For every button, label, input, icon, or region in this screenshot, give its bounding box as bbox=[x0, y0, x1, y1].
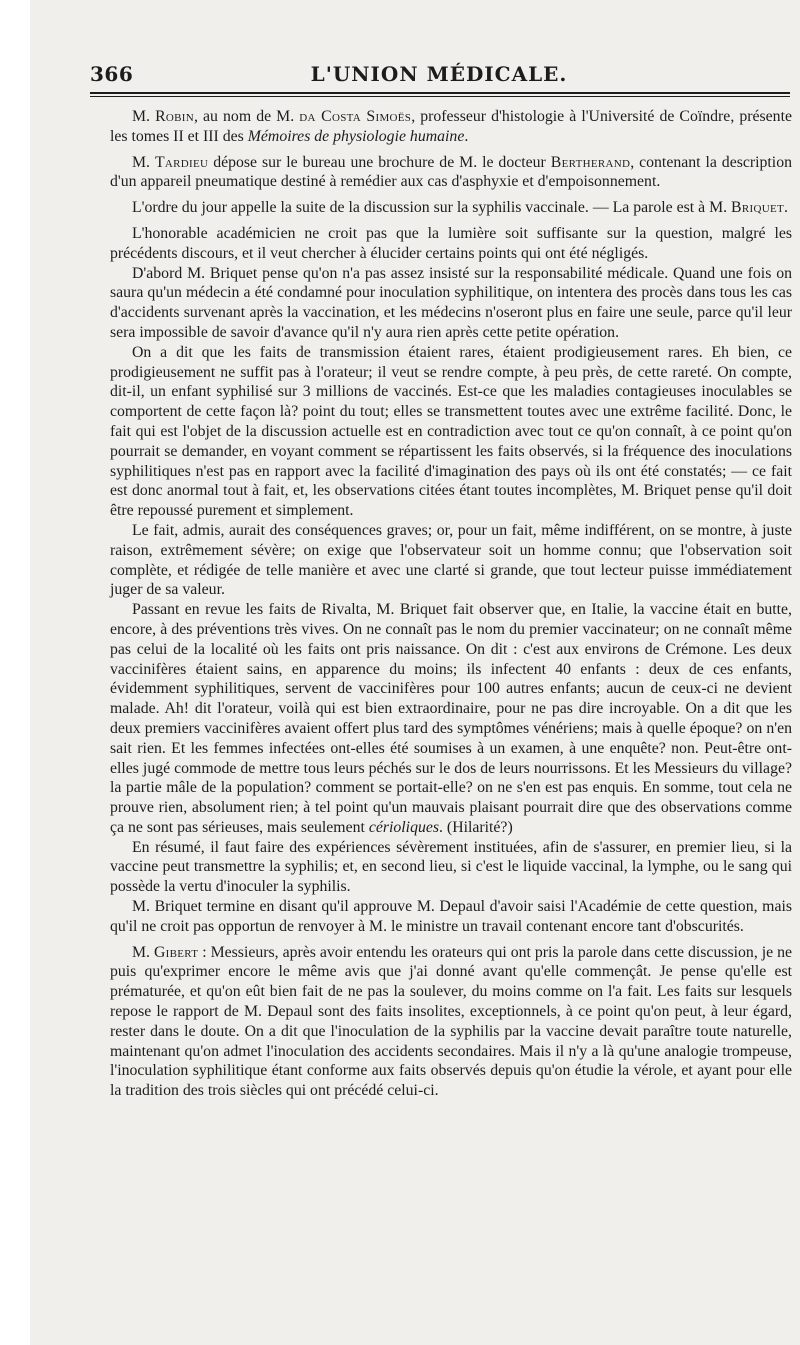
speaker-name: Bertherand bbox=[550, 153, 631, 171]
header-rule-thick bbox=[90, 92, 790, 94]
paragraph-text: , au nom de M. bbox=[194, 108, 300, 125]
speaker-name: Gibert bbox=[153, 943, 199, 961]
paragraph bbox=[110, 838, 792, 897]
running-title: L'UNION MÉDICALE. bbox=[310, 62, 568, 86]
speaker-name: Robin bbox=[155, 108, 195, 125]
paragraph bbox=[110, 343, 792, 521]
paragraph-text: D'abord M. Briquet pense qu'on n'a pas assez insisté sur la responsabilité médicale. Quand une fois on saura qu'un médecin a été condamné pour inoculation syphilitique, on intentera des procès dans tous les cas d'accidents survenant après la vaccination, et les médecins n'oseront plus en faire une seule, parce qu'il leur sera impossible de savoir d'avance qu'il n'y aura rien après cette petite opération. bbox=[110, 264, 792, 341]
paragraph-text: En résumé, il faut faire des expériences sévèrement instituées, afin de s'assurer, en premier lieu, si la vaccine peut transmettre la syphilis; et, en second lieu, si c'est le liquide vaccinal, la lymphe, ou le sang qui possède la vertu d'inoculer la syphilis. bbox=[110, 838, 792, 896]
paragraph-text: On a dit que les faits de transmission étaient rares, étaient prodigieusement rares. Eh bien, ce prodigieusement ne suffit pas à l'orateur; il veut se rendre compte, à peu près, de cette rareté. On compte, dit-il, un enfant syphilisé sur 3 millions de vaccinés. Est-ce que les maladies contagieuses inoculables se comportent de cette façon là? point du tout; elles se transmettent toutes avec une extrême facilité. Donc, le fait qui est l'objet de la discussion actuelle est en contradiction avec tout ce qu'on connaît, à ce point qu'on pourrait se demander, en voyant comment se répartissent les faits observés, si la fréquence des inoculations syphilitiques n'est pas en rapport avec la facilité d'imagination des pays où ils ont été constatés; — ce fait est donc anormal tout à fait, et, les observations citées étant toutes incomplètes, M. Briquet pense qu'il doit être repoussé purement et simplement. bbox=[110, 343, 792, 520]
article-body bbox=[110, 101, 792, 1101]
paragraph-text: Le fait, admis, aurait des conséquences graves; or, pour un fait, même indifférent, on se montre, à juste raison, extrêmement sévère; on exige que l'observateur soit un homme connu; que l'observation soit complète, et rédigée de telle manière et avec une clarté si grande, que tout lecteur puisse immédiatement juger de sa valeur. bbox=[110, 521, 792, 599]
paragraph bbox=[110, 521, 792, 600]
italic-text: cérioliques bbox=[368, 818, 440, 836]
paragraph-text: M. bbox=[132, 108, 156, 125]
page-header bbox=[88, 58, 790, 92]
paragraph bbox=[110, 897, 792, 937]
speaker-name: Briquet bbox=[731, 199, 784, 217]
paragraph-text: , contenant la description d'un appareil pneumatique destiné à remédier aux cas d'asphyxie et d'empoisonnement. bbox=[110, 153, 792, 191]
paragraph-text: L'honorable académicien ne croit pas que la lumière soit suffisante sur la question, malgré les précédents discours, et il veut chercher à élucider certains points qui ont été négligés. bbox=[110, 224, 792, 262]
paragraph-text: dépose sur le bureau une brochure de M. le docteur bbox=[208, 153, 551, 171]
paragraph-text: Passant en revue les faits de Rivalta, M. Briquet fait observer que, en Italie, la vaccine était en butte, encore, à des préventions très vives. On ne connaît pas le nom du premier vaccinateur; on ne connaît même pas celui de la localité où les faits ont pris naissance. On dit : c'est aux environs de Crémone. Les deux vaccinifères étaient sains, en apparence du moins; ils infectent 40 enfants : deux de ces enfants, évidemment syphilitiques, servent de vaccinifères pour 100 autres enfants; aucun de ceux-ci ne devient malade. Ah! dit l'orateur, voilà qui est bien extraordinaire, pour ne pas dire incroyable. On a dit que les deux premiers vaccinifères avaient offert plus tard des symptômes vénériens; mais à quelle époque? on n'en sait rien. Et les femmes infectées ont-elles été soumises à un examen, à une enquête? non. Peut-être ont-elles jugé commode de mettre tous leurs péchés sur le dos de leurs nourrissons. Et les Messieurs du village? la partie mâle de la population? comment se portait-elle? on ne s'en est pas enquis. En somme, tout cela ne prouve rien, absolument rien; à tel point qu'un mauvais plaisant pourrait dire que des observations comme ça ne sont pas sérieuses, mais seulement bbox=[110, 601, 792, 836]
italic-text: Mémoires de physiologie humaine bbox=[247, 127, 465, 145]
paragraph bbox=[110, 153, 792, 193]
paragraph-text: , professeur d'histologie à l'Université de Coïndre, présente les tomes II et III des bbox=[110, 108, 792, 145]
paragraph bbox=[110, 943, 792, 1101]
speaker-name: da Costa Simoës bbox=[299, 108, 412, 125]
page-number: 366 bbox=[90, 62, 134, 86]
paragraph bbox=[110, 198, 792, 218]
paragraph-text: : Messieurs, après avoir entendu les orateurs qui ont pris la parole dans cette discussion, je ne puis qu'exprimer encore le même avis que j'ai donné avant qu'elle commençât. Je pense qu'elle est prématurée, et qu'on eût bien fait de ne pas la soulever, du moins comme on l'a fait. Les faits sur lesquels repose le rapport de M. Depaul sont des faits insolites, exceptionnels, à ce point qu'on peut, à leur égard, rester dans le doute. On a dit que l'inoculation de la syphilis par la vaccine devait paraître toute naturelle, maintenant qu'on admet l'inoculation des accidents secondaires. Mais il n'y a là qu'une analogie trompeuse, l'inoculation syphilitique étant conforme aux faits observés depuis qu'on étudie la vérole, et ayant pour elle la tradition des trois siècles qui ont précédé celui-ci. bbox=[110, 943, 792, 1100]
paragraph-text: L'ordre du jour appelle la suite de la discussion sur la syphilis vaccinale. — La parole est à M. bbox=[132, 199, 732, 217]
paragraph bbox=[110, 224, 792, 264]
paragraph-text: . (Hilarité?) bbox=[439, 818, 513, 836]
paragraph-text: . bbox=[783, 199, 788, 217]
paragraph bbox=[110, 264, 792, 343]
paragraph bbox=[110, 107, 792, 147]
paragraph-text: M. Briquet termine en disant qu'il approuve M. Depaul d'avoir saisi l'Académie de cette question, mais qu'il ne croit pas opportun de renvoyer à M. le ministre un travail contenant encore tant d'obscurités. bbox=[110, 898, 792, 935]
paragraph-text: . bbox=[464, 127, 469, 145]
header-rule-thin bbox=[90, 96, 790, 97]
paragraph bbox=[110, 600, 792, 838]
paragraph-text: M. bbox=[132, 153, 155, 171]
speaker-name: Tardieu bbox=[154, 153, 209, 171]
paragraph-text: M. bbox=[132, 943, 154, 961]
